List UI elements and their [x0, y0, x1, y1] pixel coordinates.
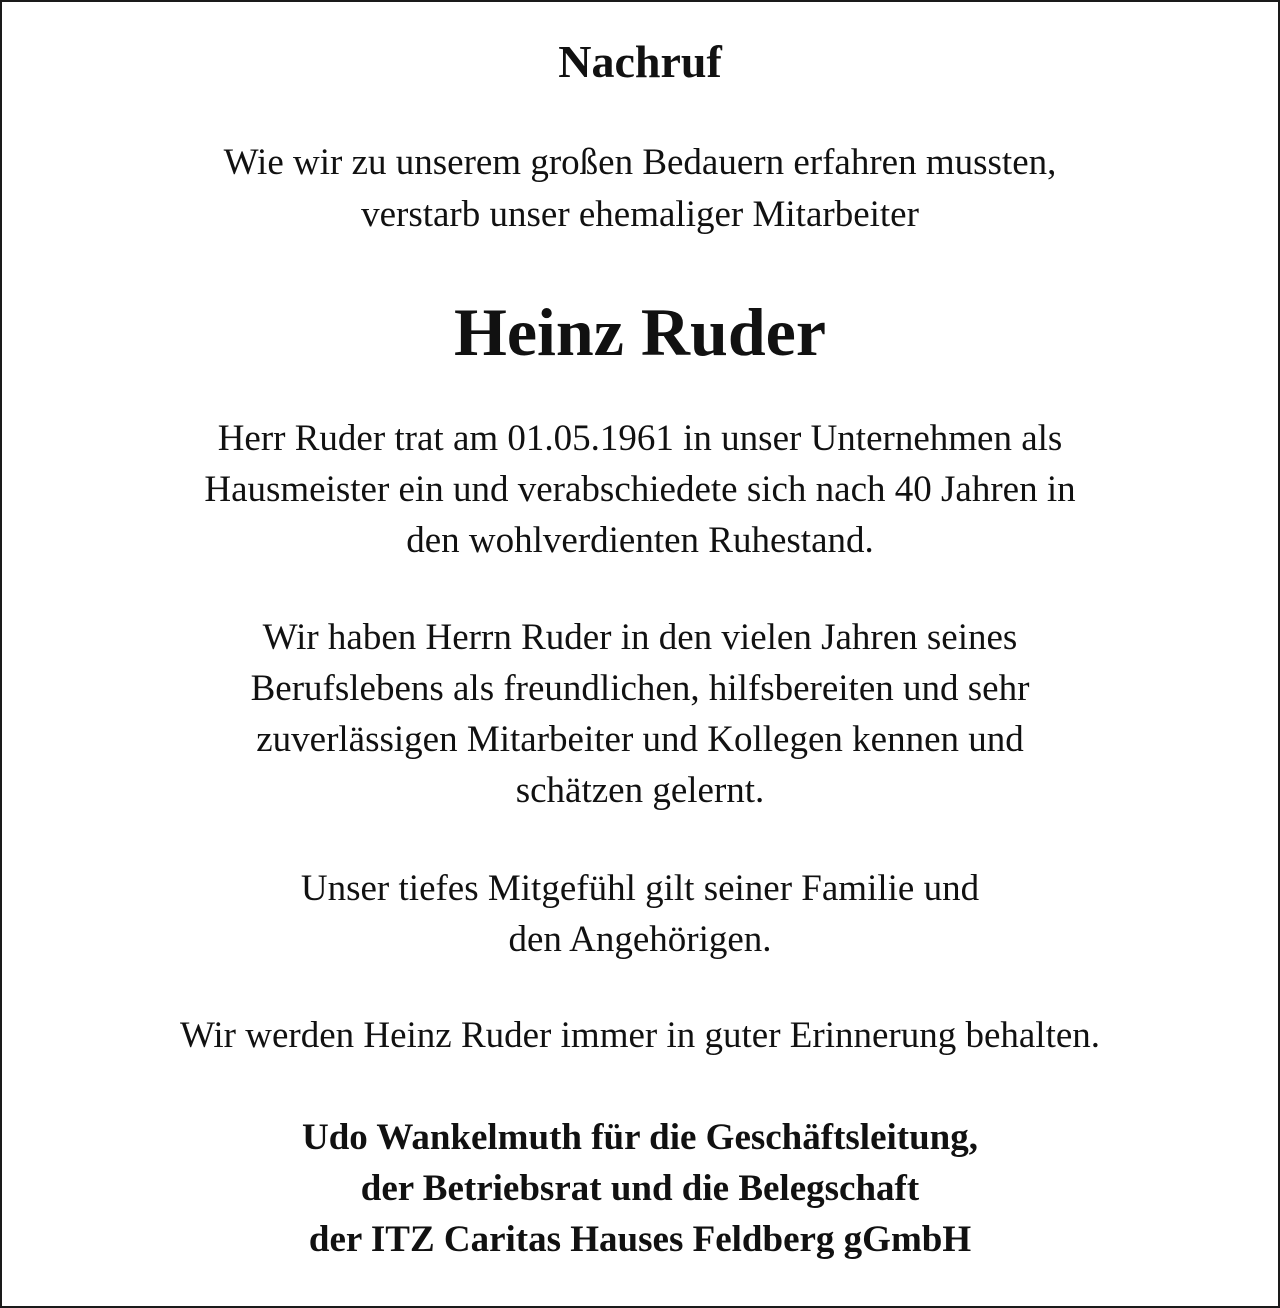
career-paragraph	[2, 413, 1278, 566]
paragraph-line: Unser tiefes Mitgefühl gilt seiner Familie und	[300, 868, 980, 909]
intro-text	[2, 137, 1278, 241]
intro-line: Wie wir zu unserem großen Bedauern erfahren mussten,	[223, 142, 1057, 183]
paragraph-line: schätzen gelernt.	[515, 770, 765, 811]
paragraph-line: Wir werden Heinz Ruder immer in guter Erinnerung behalten.	[179, 1015, 1101, 1056]
paragraph-line: Berufslebens als freundlichen, hilfsbereiten und sehr	[250, 668, 1030, 709]
paragraph-line: Wir haben Herrn Ruder in den vielen Jahren seines	[262, 617, 1018, 658]
deceased-name: Heinz Ruder	[453, 294, 827, 370]
intro-line: verstarb unser ehemaliger Mitarbeiter	[361, 194, 919, 235]
signature-line: der Betriebsrat und die Belegschaft	[360, 1168, 920, 1209]
paragraph-line: Herr Ruder trat am 01.05.1961 in unser Unternehmen als	[217, 418, 1063, 459]
condolence-paragraph	[2, 863, 1278, 965]
remembrance-paragraph	[2, 1010, 1278, 1061]
paragraph-line: zuverlässigen Mitarbeiter und Kollegen kennen und	[256, 719, 1024, 760]
appreciation-paragraph	[2, 612, 1278, 816]
signature-line: Udo Wankelmuth für die Geschäftsleitung,	[301, 1117, 979, 1158]
paragraph-line: den Angehörigen.	[508, 919, 772, 960]
paragraph-line: den wohlverdienten Ruhestand.	[406, 520, 874, 561]
signature-block	[2, 1112, 1278, 1265]
notice-title: Nachruf	[558, 36, 722, 87]
paragraph-line: Hausmeister ein und verabschiedete sich nach 40 Jahren in	[204, 469, 1076, 510]
signature-line: der ITZ Caritas Hauses Feldberg gGmbH	[308, 1219, 972, 1260]
